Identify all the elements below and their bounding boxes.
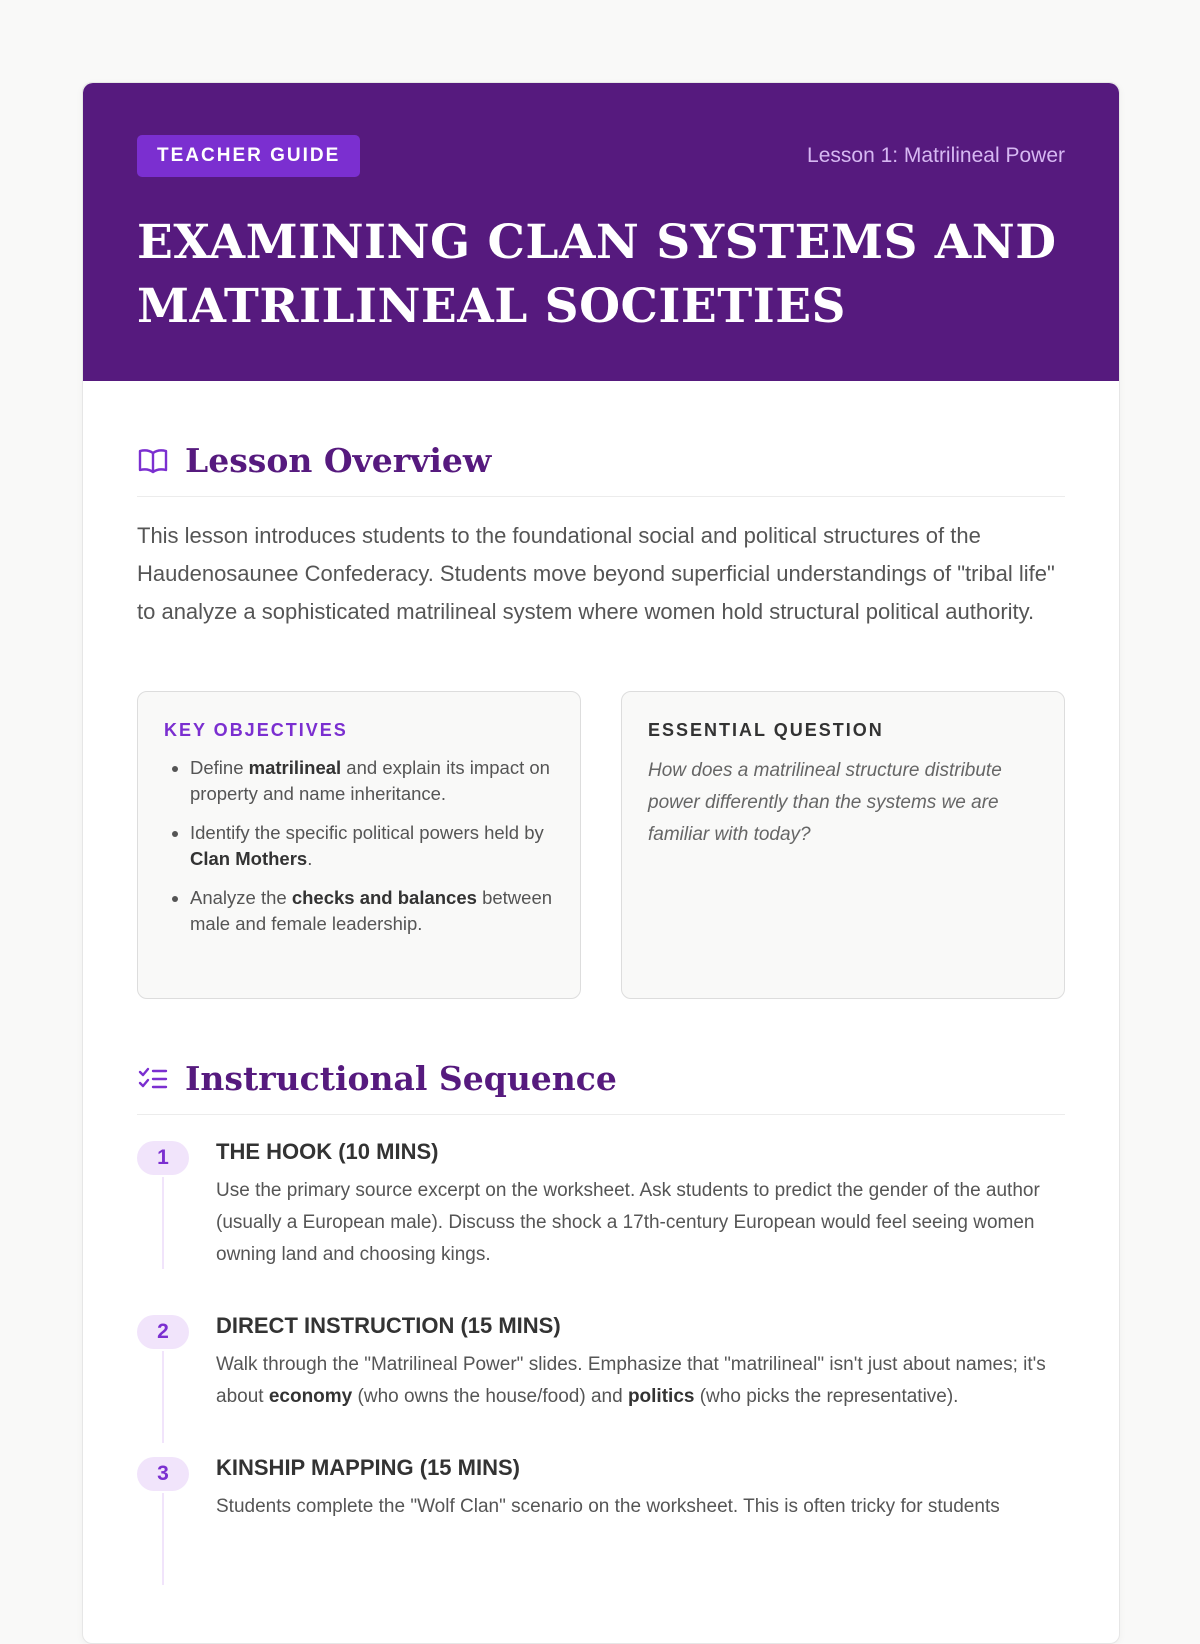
lesson-card: [82, 82, 1120, 1644]
step-title: KINSHIP MAPPING (15 MINS): [216, 1455, 520, 1480]
sequence-header: [137, 1059, 1065, 1115]
step-title: DIRECT INSTRUCTION (15 MINS): [216, 1313, 561, 1338]
page-title: [137, 211, 1065, 339]
step-text: Walk through the "Matrilineal Power" slides. Emphasize that "matrilineal" isn't just about names; it's about economy (who owns the house/food) and politics (who picks the representative).: [216, 1354, 1046, 1407]
title-line-1: EXAMINING CLAN SYSTEMS AND: [137, 215, 1057, 270]
sequence-step: [137, 1313, 1065, 1413]
objectives-title: KEY OBJECTIVES: [164, 720, 348, 740]
book-icon: [137, 445, 169, 477]
checklist-icon: [137, 1063, 169, 1095]
overview-title: Lesson Overview: [185, 441, 492, 480]
essential-question-text: How does a matrilineal structure distribute power differently than the systems we are familiar with today?: [648, 760, 1002, 845]
teacher-guide-badge: TEACHER GUIDE: [137, 135, 360, 177]
step-number: 2: [137, 1315, 189, 1349]
list-item: • Identify the specific political powers held by Clan Mothers.: [190, 820, 554, 872]
list-item: • Analyze the checks and balances between male and female leadership.: [190, 885, 554, 937]
overview-text: This lesson introduces students to the foundational social and political structures of the Haudenosaunee Confederacy. Students move beyond superficial understandings of "tribal life" to analyze a sophisticated matrilineal system where women hold structural political authority.: [137, 523, 1055, 624]
sequence-title: Instructional Sequence: [185, 1059, 617, 1098]
step-connector: [162, 1493, 164, 1585]
title-line-2: MATRILINEAL SOCIETIES: [137, 279, 846, 334]
step-text: Students complete the "Wolf Clan" scenario on the worksheet. This is often tricky for students: [216, 1496, 1000, 1517]
step-number: 1: [137, 1141, 189, 1175]
lesson-label: Lesson 1: Matrilineal Power: [807, 144, 1065, 167]
essential-question-box: [621, 691, 1065, 999]
sequence-step: [137, 1139, 1065, 1271]
key-objectives-box: [137, 691, 581, 999]
step-connector: [162, 1177, 164, 1269]
step-text: Use the primary source excerpt on the worksheet. Ask students to predict the gender of the author (usually a European male). Discuss the shock a 17th-century European would feel seeing women owning land and choosing kings.: [216, 1180, 1040, 1265]
sequence-step: [137, 1455, 1065, 1523]
step-number: 3: [137, 1457, 189, 1491]
overview-header: [137, 441, 1065, 497]
step-connector: [162, 1351, 164, 1443]
objectives-list: [164, 755, 554, 937]
step-title: THE HOOK (10 MINS): [216, 1139, 439, 1164]
header-banner: [83, 83, 1119, 381]
list-item: • Define matrilineal and explain its impact on property and name inheritance.: [190, 755, 554, 807]
essential-question-title: ESSENTIAL QUESTION: [648, 720, 884, 740]
